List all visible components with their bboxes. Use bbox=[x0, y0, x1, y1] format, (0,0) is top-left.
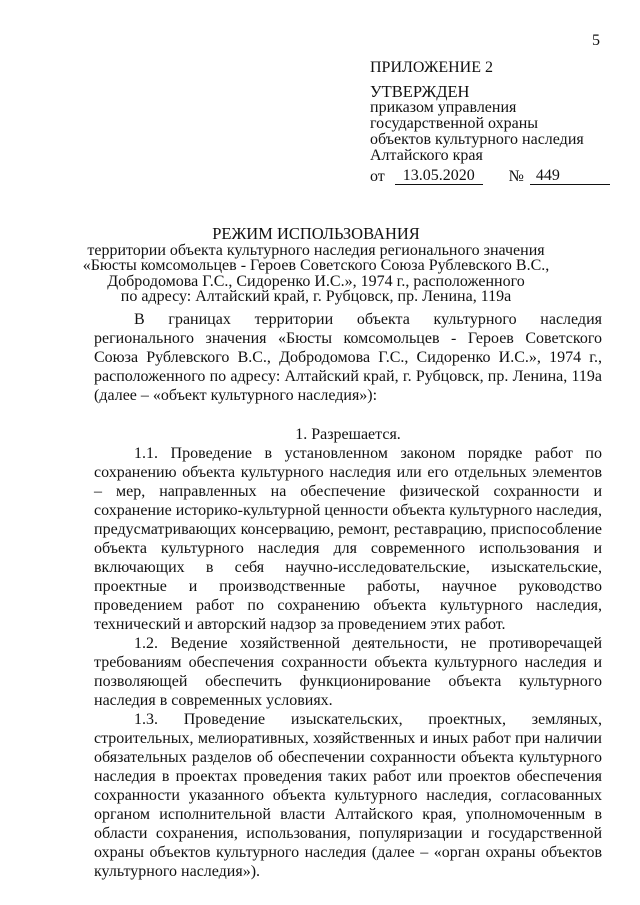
title-line: «Бюсты комсомольцев - Героев Советского Союза Рублевского В.С., bbox=[82, 257, 550, 274]
document-title bbox=[60, 226, 572, 305]
order-date-number bbox=[370, 168, 610, 185]
title-main: РЕЖИМ ИСПОЛЬЗОВАНИЯ bbox=[212, 224, 420, 243]
approval-line: объектов культурного наследия bbox=[370, 131, 584, 148]
date-label: от bbox=[370, 168, 385, 185]
title-line: Добродомова Г.С., Сидоренко И.С.», 1974 г., расположенного bbox=[107, 272, 525, 290]
title-line: территории объекта культурного наследия регионального значения bbox=[87, 241, 545, 259]
title-line: по адресу: Алтайский край, г. Рубцовск, пр. Ленина, 119а bbox=[120, 288, 512, 305]
section-title: 1. Разрешается. bbox=[295, 426, 401, 443]
page-number: 5 bbox=[592, 32, 600, 49]
item-paragraph: 1.2. Ведение хозяйственной деятельности, не противоречащей требованиям обеспечения сохранности объекта культурного наследия и позволяющей обеспечить функционирование объекта культурного наследия в современных условиях. bbox=[94, 635, 602, 709]
item-paragraph: 1.1. Проведение в установленном законом порядке работ по сохранению объекта культурного наследия или его отдельных элементов – мер, направленных на обеспечение физической сохранности и сохранение историко-культурной ценности объекта культурного наследия, предусматривающих консервацию, ремонт, реставрацию, приспособление объекта культурного наследия для современного использования и включающих в себя научно-исследовательские, изыскательские, проектные и производственные работы, научное руководство проведением работ по сохранению объекта культурного наследия, технический и авторский надзор за проведением этих работ. bbox=[94, 445, 602, 633]
approval-block bbox=[370, 60, 610, 185]
approval-line: приказом управления bbox=[370, 99, 517, 116]
approval-line: Алтайского края bbox=[370, 147, 483, 164]
number-label: № bbox=[508, 168, 524, 185]
appendix-label: ПРИЛОЖЕНИЕ 2 bbox=[370, 59, 494, 76]
number-value: 449 bbox=[530, 168, 610, 185]
approved-label: УТВЕРЖДЕН bbox=[370, 82, 470, 101]
intro-paragraph: В границах территории объекта культурного наследия регионального значения «Бюсты комсомольцев - Героев Советского Союза Рублевского В.С., Добродомова Г.С., Сидоренко И.С.», 1974 г., расположенного по адресу: Алтайский край, г. Рубцовск, пр. Ленина, 119а (далее – «объект культурного наследия»): bbox=[94, 311, 602, 404]
item-paragraph: 1.3. Проведение изыскательских, проектных, земляных, строительных, мелиоративных, хозяйственных и иных работ при наличии обязательных разделов об обеспечении сохранности объекта культурного наследия в проектах проведения таких работ или проектов обеспечения сохранности указанного объекта культурного наследия, согласованных органом исполнительной власти Алтайского края, уполномоченным в области сохранения, использования, популяризации и государственной охраны объектов культурного наследия (далее – «орган охраны объектов культурного наследия»). bbox=[94, 711, 602, 880]
document-body bbox=[94, 310, 602, 881]
date-value: 13.05.2020 bbox=[395, 168, 483, 185]
approval-line: государственной охраны bbox=[370, 115, 539, 132]
